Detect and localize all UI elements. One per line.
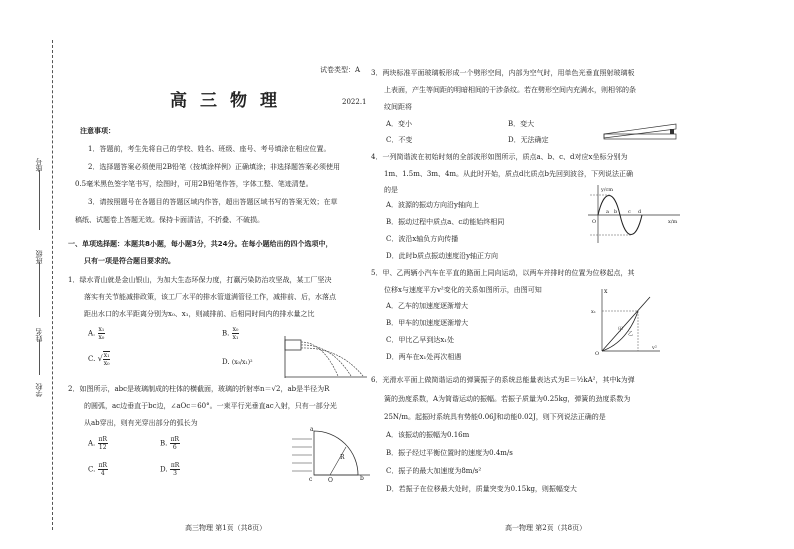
q5-line-jia — [602, 297, 650, 351]
q1-option-d-label: D. — [222, 358, 230, 366]
q4-wave-figure — [568, 183, 683, 245]
q1-a-den: x₀ — [98, 334, 105, 341]
q4-label-c: c — [628, 209, 631, 215]
binding-field-seat: 座号 — [35, 158, 43, 172]
q5-label-v2: v² — [652, 345, 657, 351]
q3-option-d[interactable]: D．无法确定 — [508, 136, 549, 144]
q1-line-2: 落实有关节能减排政策，该工厂水平的排水管道满管径工作，减排前、后，水落点 — [84, 293, 336, 301]
q4-option-c[interactable]: C．波沿x轴负方向传播 — [386, 235, 459, 243]
q3-option-a[interactable]: A．变小 — [386, 120, 413, 128]
q6-option-b[interactable]: B．振子经过平衡位置时的速度为0.4m/s — [386, 449, 513, 457]
q4-line-1: 4．一列简谐波在初始时刻的全部波形如图所示，质点a、b、c、d对应x坐标分别为 — [371, 153, 628, 161]
binding-line-2 — [39, 262, 40, 317]
q5-option-b[interactable]: B．甲车的加速度逐渐增大 — [386, 319, 469, 327]
q4-option-b[interactable]: B．振动过程中质点a、c动能始终相同 — [386, 218, 505, 226]
q1-b-den: x₁ — [232, 334, 239, 341]
note-line-5: 稿纸、试题卷上答题无效。保持卡面清洁，不折叠、不破损。 — [75, 216, 264, 224]
q1-option-b-label: B. — [222, 329, 230, 338]
q2-label-O: O — [328, 477, 333, 483]
q4-label-a: a — [606, 209, 609, 215]
q1-option-d[interactable]: D. (x₀/x₁)² — [222, 358, 253, 366]
q2-label-R: R — [340, 454, 345, 461]
q1-c-den: x₀ — [103, 360, 110, 367]
q6-line-3: 25N/m。起振时系统具有势能0.06J和动能0.02J，则下列说法正确的是 — [384, 413, 606, 421]
binding-fold-line — [52, 40, 53, 530]
q2-option-c[interactable] — [88, 462, 108, 477]
q1-c-num: x₁ — [103, 352, 110, 359]
q5-option-a[interactable]: A．乙车的加速度逐渐增大 — [386, 302, 469, 310]
binding-line-3 — [39, 340, 40, 375]
q5-label-yi: 乙 — [628, 331, 634, 337]
q2-line-2: 的圆弧，ac边垂直于bc边，∠aOc＝60°。一束平行光垂直ac入射，只有一部分光 — [84, 402, 337, 410]
q1-trajectory-2 — [301, 345, 351, 376]
q5-label-jia: 甲 — [618, 327, 624, 333]
q2-b-den: 6 — [172, 444, 177, 451]
q4-line-3: 的是 — [384, 186, 398, 194]
q2-line-3: 从ab穿出，则有光穿出部分的弧长为 — [84, 419, 198, 427]
q1-option-a[interactable] — [88, 326, 105, 341]
q1-b-num: x₀ — [232, 326, 239, 333]
q1-option-a-label: A. — [88, 329, 96, 338]
binding-field-class: 班级 — [35, 250, 43, 264]
q3-line-2: 上表面，产生等间距的明暗相间的干涉条纹。若在劈形空间内充满水，则相邻的条 — [384, 86, 636, 94]
q2-radius — [330, 447, 346, 475]
q6-option-c[interactable]: C．振子的最大加速度为8m/s² — [386, 467, 482, 475]
left-footer: 高三物理 第1页（共8页） — [185, 524, 267, 532]
q4-option-a[interactable]: A．波源的振动方向沿y轴向上 — [386, 201, 480, 209]
exam-type: 试卷类型：A — [320, 66, 361, 74]
q4-line-2: 1m、1.5m、3m、4m。从此时开始，质点d比质点b先回到波谷，下列说法正确 — [384, 170, 634, 178]
q1-trajectory-1 — [301, 342, 338, 376]
q5-graph-figure — [590, 285, 662, 355]
section1-heading-2: 只有一项是符合题目要求的。 — [84, 257, 175, 265]
page-title: 高三物理 — [170, 91, 290, 111]
q5-option-c[interactable]: C．甲比乙早到达x₁处 — [386, 336, 455, 344]
note-line-1: 1．答题前，考生先将自己的学校、姓名、班级、座号、考号填涂在相应位置。 — [88, 145, 331, 153]
note-line-3: 0.5毫米黑色签字笔书写，绘图时，可用2B铅笔作答，字体工整、笔迹清楚。 — [75, 180, 313, 188]
q2-option-b[interactable] — [160, 436, 180, 451]
q2-label-b: b — [360, 475, 364, 482]
q2-b-num: πR — [170, 436, 180, 443]
binding-field-name: 姓名 — [35, 328, 43, 342]
q2-option-a-label: A. — [88, 439, 96, 448]
q2-d-den: 3 — [173, 470, 177, 477]
q1-option-c[interactable]: C. √ $\frac{\text{x₁}}{\text{x₀}}$ — [88, 352, 110, 367]
q1-line-3: 距出水口的水平距离分别为x₀、x₁，则减排前、后相同时间内的排水量之比 — [84, 310, 315, 318]
q3-option-c[interactable]: C．不变 — [386, 136, 413, 144]
q1-a-num: x₁ — [98, 326, 105, 333]
q3-spacer — [670, 129, 674, 134]
q2-line-1: 2．如图所示，abc是玻璃制成的柱体的横截面，玻璃的折射率n＝√2，ab是半径为R — [68, 385, 330, 393]
q5-label-x: x — [604, 288, 608, 295]
q2-a-den: 12 — [98, 444, 107, 451]
q5-line-1: 5．甲、乙两辆小汽车在平直的路面上同向运动，以两车并排时的位置为位移起点，其 — [371, 269, 635, 277]
q3-top-plate — [604, 124, 676, 138]
q4-xlabel: x/m — [668, 219, 678, 225]
q5-line-2: 位移x与速度平方v²变化的关系如图所示，由图可知 — [384, 286, 542, 294]
q1-trajectory-3 — [301, 348, 363, 376]
q1-pipe — [285, 340, 301, 350]
binding-field-school: 学校 — [35, 383, 43, 397]
q2-d-num: πR — [170, 462, 180, 469]
q4-label-b: b — [614, 209, 618, 215]
q5-label-O: O — [595, 351, 600, 355]
q3-line-3: 纹间距将 — [384, 103, 412, 111]
q2-label-c: c — [309, 476, 313, 483]
q3-option-b[interactable]: B．变大 — [508, 120, 535, 128]
note-line-4: 3．请按照题号在各题目的答题区域内作答，超出答题区域书写的答案无效；在草 — [88, 198, 338, 206]
q2-c-den: 4 — [100, 470, 105, 477]
q2-label-a: a — [310, 426, 314, 433]
notes-header: 注意事项： — [80, 127, 115, 135]
q2-a-num: πR — [98, 436, 107, 443]
q2-option-d[interactable] — [160, 462, 180, 477]
q4-label-O: O — [592, 219, 597, 225]
q4-ylabel: y/cm — [601, 187, 614, 193]
q1-pipe-figure — [283, 332, 368, 380]
binding-strip — [0, 0, 60, 549]
q2-option-a[interactable] — [88, 436, 108, 451]
q2-option-c-label: C. — [88, 465, 96, 474]
q2-glass-outline — [314, 431, 358, 475]
q5-label-x1: x₁ — [591, 309, 596, 315]
exam-date: 2022.1 — [342, 98, 367, 106]
q6-option-a[interactable]: A．该振动的振幅为0.16m — [386, 431, 470, 439]
q1-option-b[interactable] — [222, 326, 239, 341]
q6-line-1: 6．光滑水平面上做简谐运动的弹簧振子的系统总能量表达式为E＝½kA²，其中k为弹 — [371, 376, 635, 384]
q1-line-1: 1．绿水青山就是金山银山，为加大生态环保力度，打赢污染防治攻坚战，某工厂坚决 — [68, 276, 332, 284]
q2-c-num: πR — [98, 462, 108, 469]
q3-wedge-figure — [602, 120, 680, 142]
q2-glass-figure — [290, 425, 375, 483]
section1-heading-1: 一、单项选择题：本题共8小题，每小题3分，共24分。在每小题给出的四个选项中， — [68, 240, 333, 248]
q6-line-2: 簧的劲度系数，A为简谐运动的振幅。若振子质量为0.25kg，弹簧的劲度系数为 — [384, 395, 631, 403]
q6-option-d[interactable]: D．若振子在位移最大处时，质量突变为0.15kg，则振幅变大 — [386, 485, 577, 493]
q1-option-c-label: C. — [88, 355, 96, 363]
q2-option-b-label: B. — [160, 439, 168, 448]
right-footer: 高一物理 第2页（共8页） — [505, 524, 587, 532]
note-line-2: 2．选择题答案必须使用2B铅笔（按填涂样例）正确填涂；非选择题答案必须使用 — [88, 163, 341, 171]
q3-line-1: 3．两块标准平面玻璃板形成一个劈形空间，内部为空气时，用单色光垂直照射玻璃板 — [371, 69, 635, 77]
binding-line-1 — [39, 170, 40, 230]
q2-option-d-label: D. — [160, 465, 168, 474]
q5-option-d[interactable]: D．两车在x₁处再次相遇 — [386, 353, 462, 361]
q4-option-d[interactable]: D．此时b质点振动速度沿y轴正方向 — [386, 252, 499, 260]
q4-label-d: d — [638, 209, 642, 215]
